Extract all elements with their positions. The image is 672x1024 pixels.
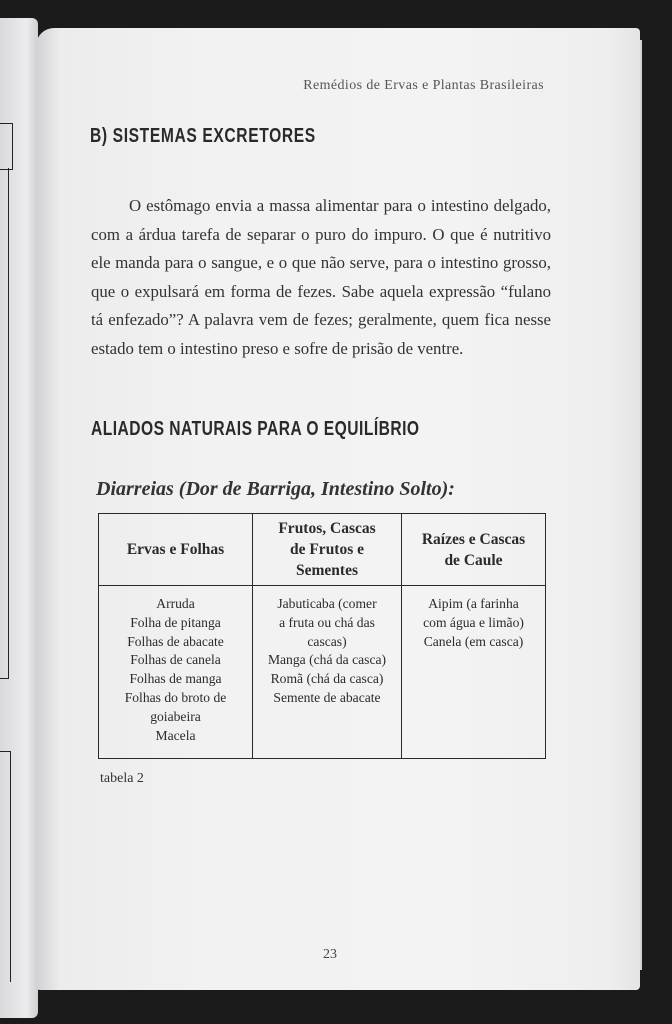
column-header-roots: [402, 514, 546, 586]
list-item: Canela (em casca): [423, 633, 524, 649]
table-header-row: [99, 514, 546, 586]
subsection-title: ALIADOS NATURAIS PARA O EQUILÍBRIO: [91, 418, 420, 440]
list-item: Folhas de manga: [129, 671, 222, 687]
body-paragraph: [91, 192, 551, 364]
page-number: 23: [323, 947, 337, 962]
header-line: Frutos, Cascas: [278, 520, 376, 537]
list-item: Aipim (a farinha: [428, 596, 519, 611]
table-row: [99, 586, 546, 759]
column-header-herbs: [99, 514, 253, 586]
facing-page-box: [0, 751, 11, 982]
paragraph-text: O estômago envia a massa alimentar para o intestino delgado, com a árdua tarefa de separar o puro do impuro. O que é nutritivo ele manda para o sangue, e o que não serve, para o intestino grosso, que o expulsará em forma de fezes. Sabe aquela expressão “fulano tá enfezado”? A palavra vem de fezes; geralmente, quem fica nesse estado tem o intestino preso e sofre de prisão de ventre.: [91, 196, 551, 358]
facing-page-box: [0, 168, 9, 679]
header-line: Sementes: [296, 562, 358, 579]
remedies-table: [98, 513, 546, 759]
list-item: Folhas de abacate: [127, 633, 224, 649]
list-item: Macela: [155, 727, 196, 743]
header-line: de Caule: [444, 551, 503, 569]
column-header-fruits: [253, 514, 402, 586]
list-item: Arruda: [156, 596, 195, 611]
list-item: Folhas de canela: [130, 652, 221, 668]
running-head: Remédios de Ervas e Plantas Brasileiras: [303, 78, 544, 93]
list-item: Romã (chá da casca): [270, 671, 384, 687]
header-line: de Frutos e: [289, 541, 365, 558]
fruits-cell: [253, 586, 402, 759]
list-item: Manga (chá da casca): [267, 652, 387, 668]
table-heading: Diarreias (Dor de Barriga, Intestino Solto):: [96, 478, 455, 500]
list-item: cascas): [307, 633, 347, 649]
list-item: goiabeira: [150, 708, 201, 724]
header-line: Raízes e Cascas: [421, 530, 526, 548]
list-item: Folhas do broto de: [124, 689, 227, 705]
facing-page-edge: [0, 18, 38, 1018]
roots-cell: [402, 586, 546, 759]
table-caption: tabela 2: [100, 771, 144, 786]
list-item: Folha de pitanga: [130, 614, 221, 630]
list-item: a fruta ou chá das: [279, 614, 375, 630]
section-title: B) SISTEMAS EXCRETORES: [90, 125, 316, 147]
list-item: com água e limão): [423, 614, 524, 630]
header-line: Ervas e Folhas: [126, 541, 225, 558]
facing-page-box: [0, 123, 13, 170]
herbs-cell: [99, 586, 253, 759]
book-page: [36, 28, 640, 990]
list-item: Semente de abacate: [273, 689, 381, 705]
list-item: Jabuticaba (comer: [277, 596, 377, 611]
